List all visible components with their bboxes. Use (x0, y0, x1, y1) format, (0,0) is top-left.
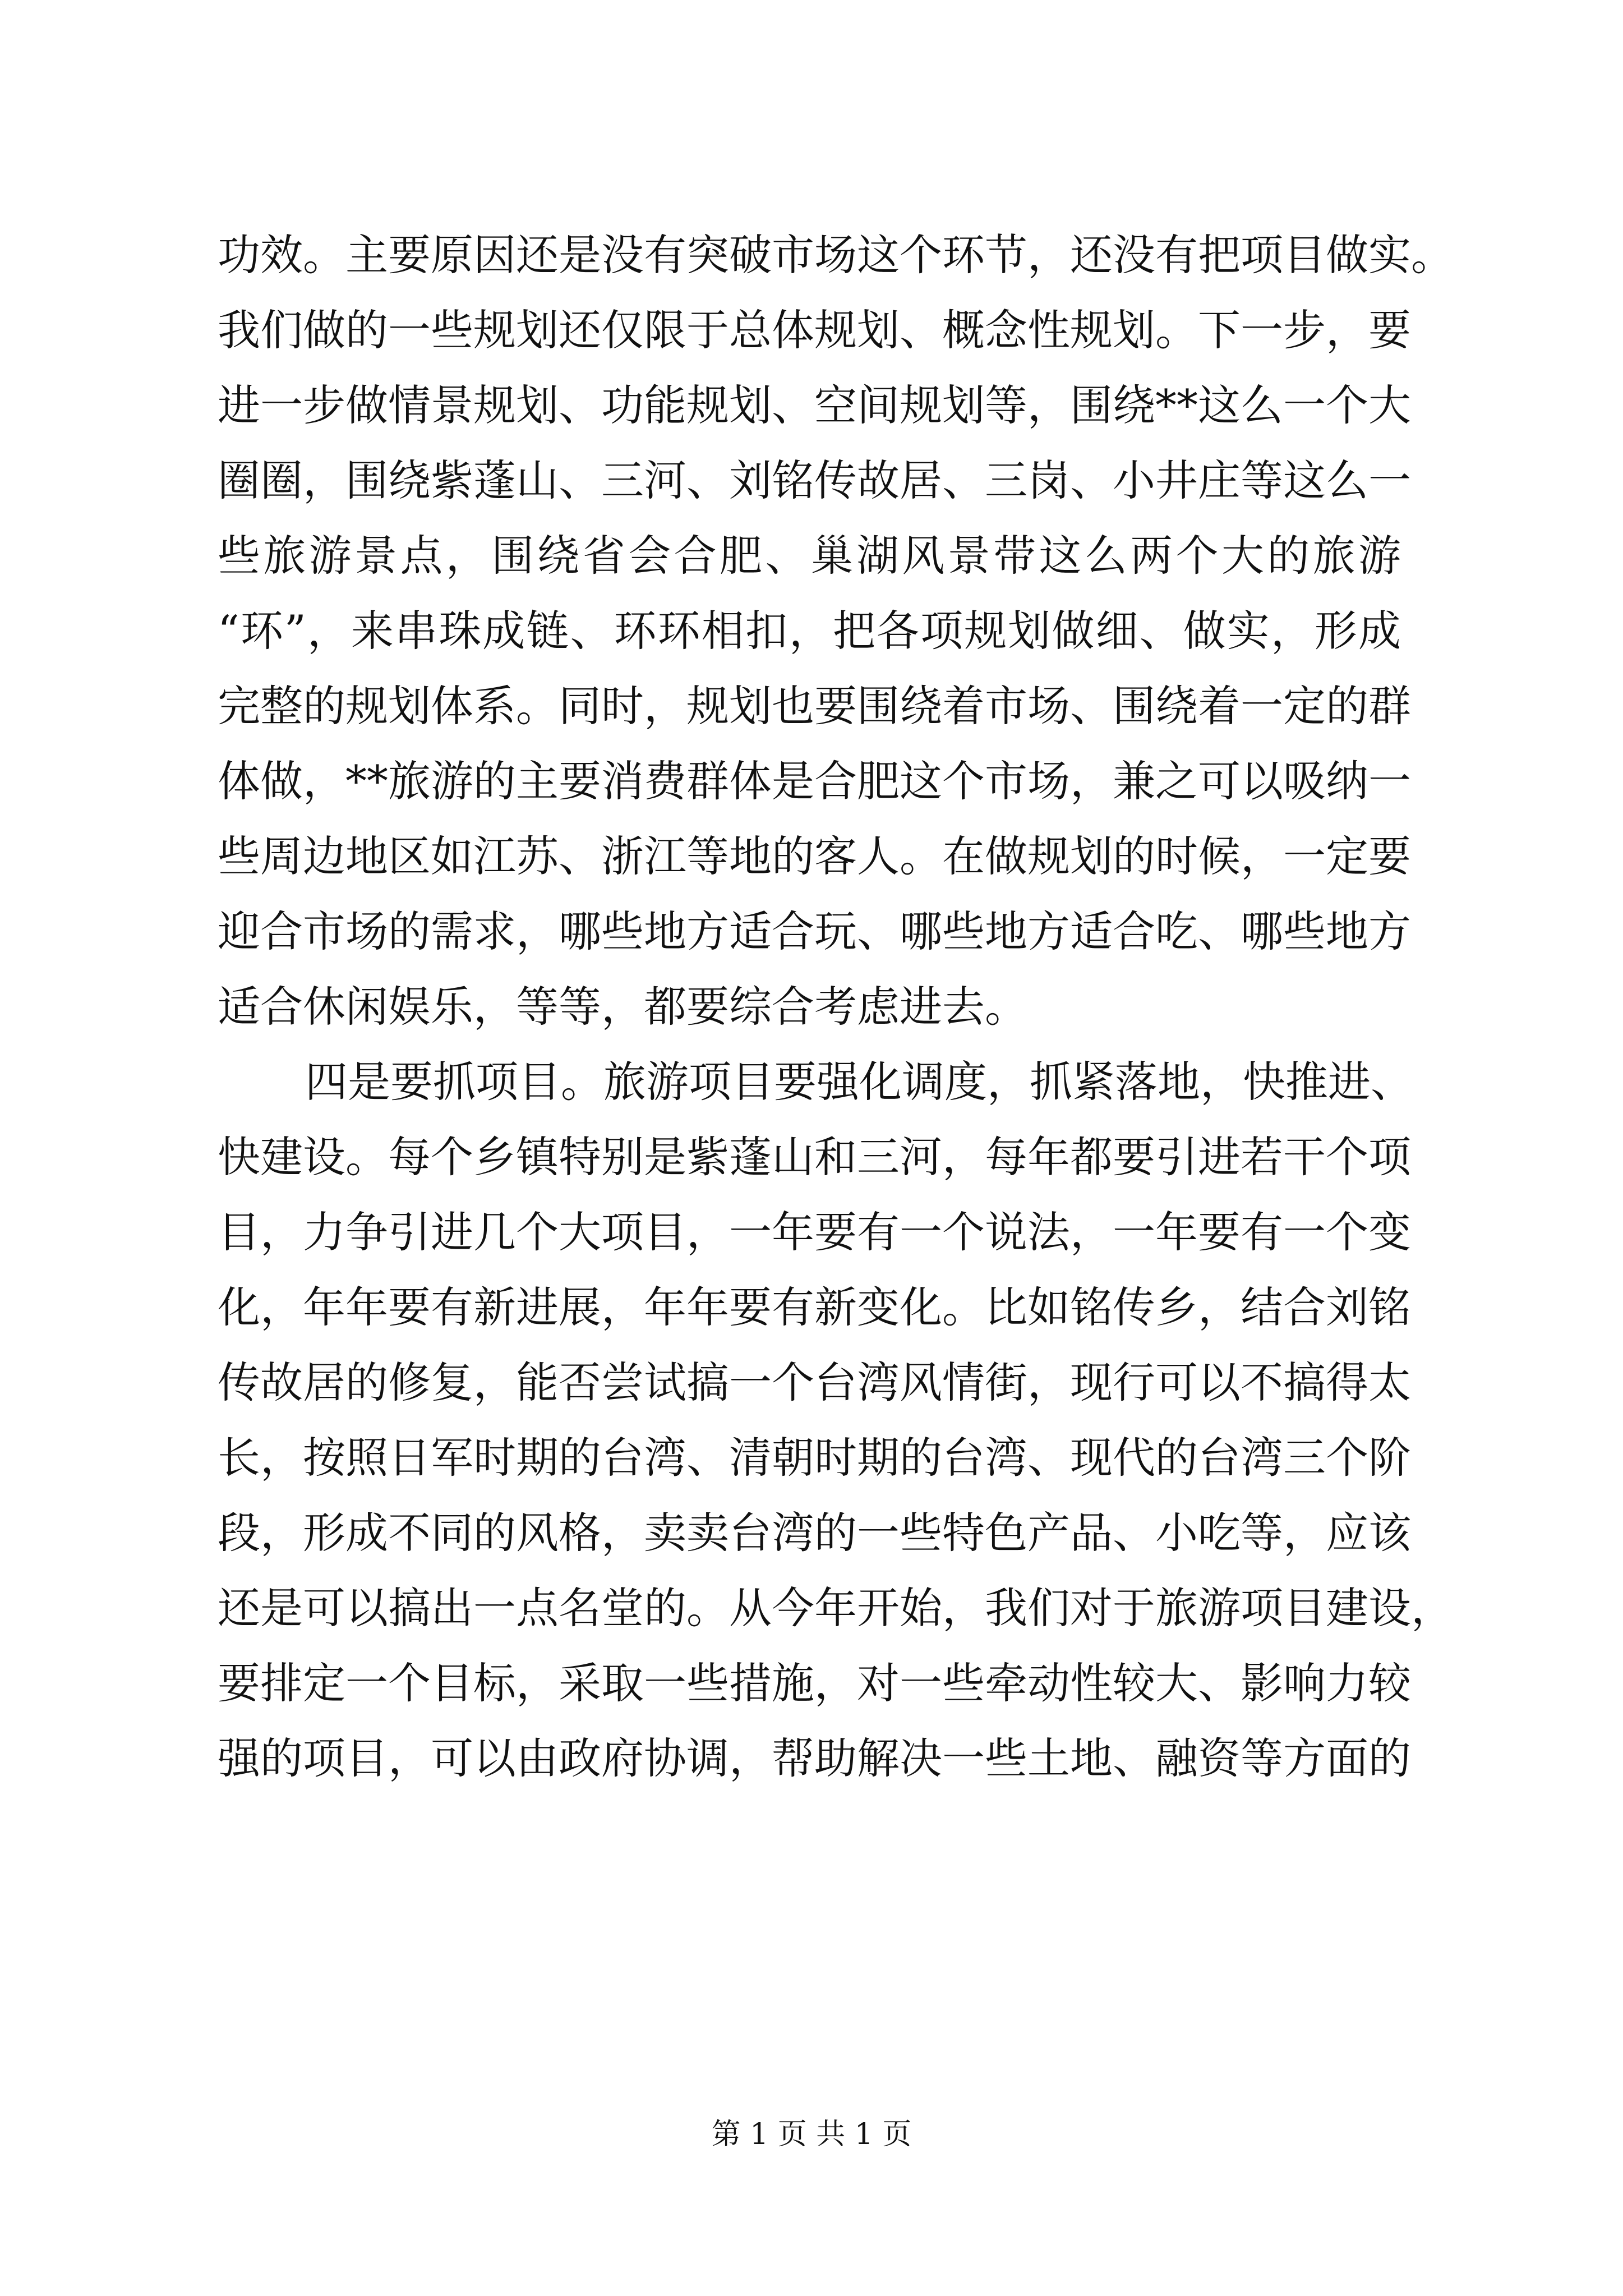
text-line: 化，年年要有新进展，年年要有新变化。比如铭传乡，结合刘铭 (218, 1282, 1411, 1332)
text-line: 进一步做情景规划、功能规划、空间规划等，围绕**这么一个大 (218, 380, 1411, 430)
text-line: 快建设。每个乡镇特别是紫蓬山和三河，每年都要引进若干个项 (218, 1132, 1411, 1182)
text-line: 完整的规划体系。同时，规划也要围绕着市场、围绕着一定的群 (218, 681, 1411, 731)
text-line: 目，力争引进几个大项目，一年要有一个说法，一年要有一个变 (218, 1207, 1411, 1257)
page-number-label: 第 1 页 共 1 页 (711, 2118, 912, 2151)
text-line: 还是可以搞出一点名堂的。从今年开始，我们对于旅游项目建设， (218, 1583, 1454, 1633)
text-line: 迎合市场的需求，哪些地方适合玩、哪些地方适合吃、哪些地方 (218, 907, 1411, 956)
text-line: 段，形成不同的风格，卖卖台湾的一些特色产品、小吃等，应该 (218, 1508, 1411, 1558)
paragraph-2 (218, 1045, 1454, 1796)
text-line: 适合休闲娱乐，等等，都要综合考虑进去。 (218, 982, 1027, 1032)
text-line: 些周边地区如江苏、浙江等地的客人。在做规划的时候，一定要 (218, 831, 1411, 881)
text-line: 强的项目，可以由政府协调，帮助解决一些土地、融资等方面的 (218, 1733, 1411, 1783)
text-line: 四是要抓项目。旅游项目要强化调度，抓紧落地，快推进、 (305, 1057, 1413, 1107)
text-line: 传故居的修复，能否尝试搞一个台湾风情街，现行可以不搞得太 (218, 1358, 1411, 1407)
text-line: 些旅游景点，围绕省会合肥、巢湖风景带这么两个大的旅游 (218, 531, 1401, 581)
document-body (218, 218, 1454, 1796)
text-line: 体做，**旅游的主要消费群体是合肥这个市场，兼之可以吸纳一 (218, 756, 1411, 806)
text-line: 我们做的一些规划还仅限于总体规划、概念性规划。下一步，要 (218, 305, 1411, 355)
text-line: 功效。主要原因还是没有突破市场这个环节，还没有把项目做实。 (218, 230, 1454, 280)
text-line: 长，按照日军时期的台湾、清朝时期的台湾、现代的台湾三个阶 (218, 1433, 1411, 1483)
text-line: “环”，来串珠成链、环环相扣，把各项规划做细、做实，形成 (218, 606, 1401, 656)
text-line: 圈圈，围绕紫蓬山、三河、刘铭传故居、三岗、小井庄等这么一 (218, 455, 1411, 505)
paragraph-1 (218, 218, 1454, 1045)
text-line: 要排定一个目标，采取一些措施，对一些牵动性较大、影响力较 (218, 1658, 1411, 1708)
page-footer (0, 2115, 1623, 2154)
